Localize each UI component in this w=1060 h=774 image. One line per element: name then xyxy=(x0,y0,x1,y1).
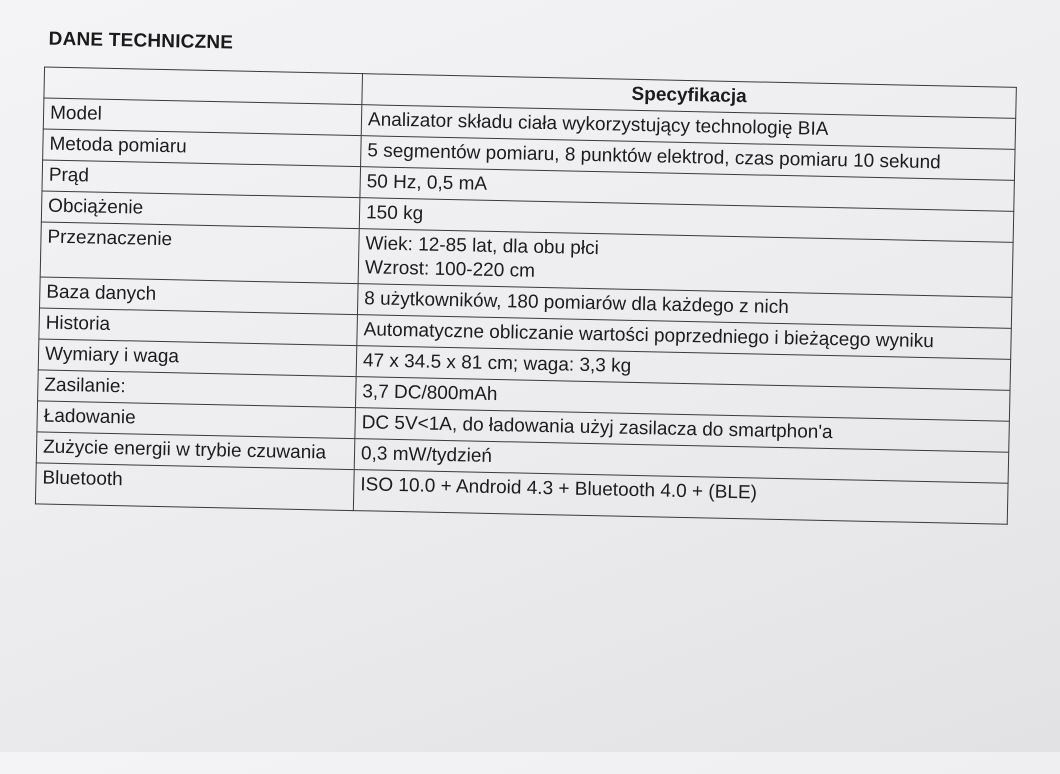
row-value: 47 x 34.5 x 81 cm; waga: 3,3 kg xyxy=(356,346,1011,391)
row-label: Baza danych xyxy=(40,277,359,315)
row-label: Zasilanie: xyxy=(38,370,357,408)
row-label: Zużycie energii w trybie czuwania xyxy=(36,432,355,470)
row-label: Prąd xyxy=(42,160,361,198)
spec-table xyxy=(35,67,1017,525)
row-value: ISO 10.0 + Android 4.3 + Bluetooth 4.0 + (BLE) xyxy=(353,470,1008,525)
document-heading: DANE TECHNICZNE xyxy=(48,28,234,54)
row-label: Metoda pomiaru xyxy=(43,129,362,167)
row-value: 8 użytkowników, 180 pomiarów dla każdego z nich xyxy=(357,284,1012,329)
row-value: 5 segmentów pomiaru, 8 punktów elektrod, czas pomiaru 10 sekund xyxy=(361,136,1016,181)
row-label: Obciążenie xyxy=(41,191,360,229)
row-value: 150 kg xyxy=(359,198,1014,243)
row-label: Ładowanie xyxy=(37,401,356,439)
row-label: Model xyxy=(43,98,362,136)
row-label: Historia xyxy=(39,308,358,346)
row-value: 50 Hz, 0,5 mA xyxy=(360,167,1015,212)
row-value: 3,7 DC/800mAh xyxy=(356,377,1011,422)
row-value: 0,3 mW/tydzień xyxy=(354,439,1009,484)
header-cell-specification: Specyfikacja xyxy=(362,74,1017,119)
row-value: Analizator składu ciała wykorzystujący technologię BIA xyxy=(361,105,1016,150)
row-value: DC 5V<1A, do ładowania użyj zasilacza do smartphon'a xyxy=(355,408,1010,453)
row-value: Wiek: 12-85 lat, dla obu płci Wzrost: 100-220 cm xyxy=(358,229,1013,298)
row-label: Bluetooth xyxy=(35,463,354,511)
row-label: Wymiary i waga xyxy=(38,339,357,377)
row-label: Przeznaczenie xyxy=(40,222,359,284)
row-value: Automatyczne obliczanie wartości poprzedniego i bieżącego wyniku xyxy=(357,315,1012,360)
